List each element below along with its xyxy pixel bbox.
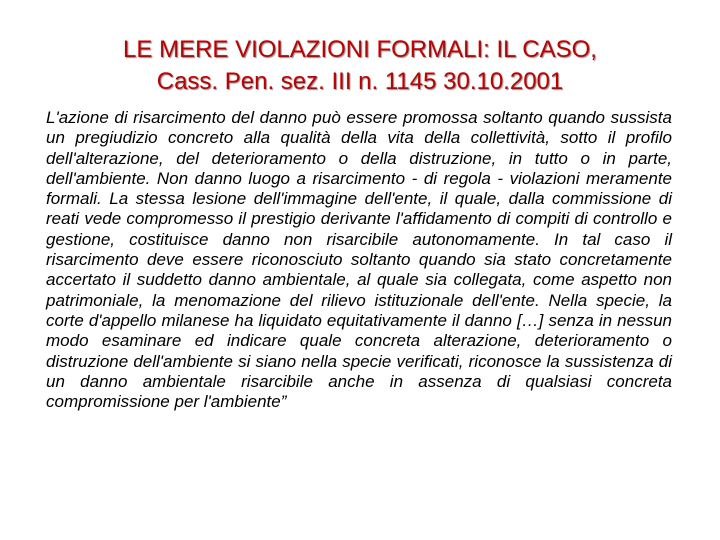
- slide-title-line-2: Cass. Pen. sez. III n. 1145 30.10.2001: [156, 68, 564, 95]
- slide-title-line-1: LE MERE VIOLAZIONI FORMALI: IL CASO,: [123, 36, 597, 63]
- slide-title: [20, 34, 700, 98]
- slide-body-text: L'azione di risarcimento del danno può essere promossa soltanto quando sussista un pregiudizio concreto alla qualità della vita della collettività, sotto il profilo dell'alterazione, del deterioramento o della distruzione, in tutto o in parte, dell'ambiente. Non danno luogo a risarcimento - di regola - violazioni meramente formali. La stessa lesione dell'immagine dell'ente, il quale, dalla commissione di reati vede compromesso il prestigio derivante l'affidamento di compiti di controllo e gestione, costituisce danno non risarcibile autonomamente. In tal caso il risarcimento deve essere riconosciuto soltanto quando sia stato concretamente accertato il suddetto danno ambientale, al quale sia collegata, come aspetto non patrimoniale, la menomazione del rilievo istituzionale dell'ente. Nella specie, la corte d'appello milanese ha liquidato equitativamente il danno […] senza in nessun modo esaminare ed indicare quale concreta alterazione, deterioramento o distruzione dell'ambiente si siano nella specie verificati, riconosce la sussistenza di un danno ambientale risarcibile anche in assenza di qualsiasi concreta compromissione per l'ambiente”: [46, 108, 672, 412]
